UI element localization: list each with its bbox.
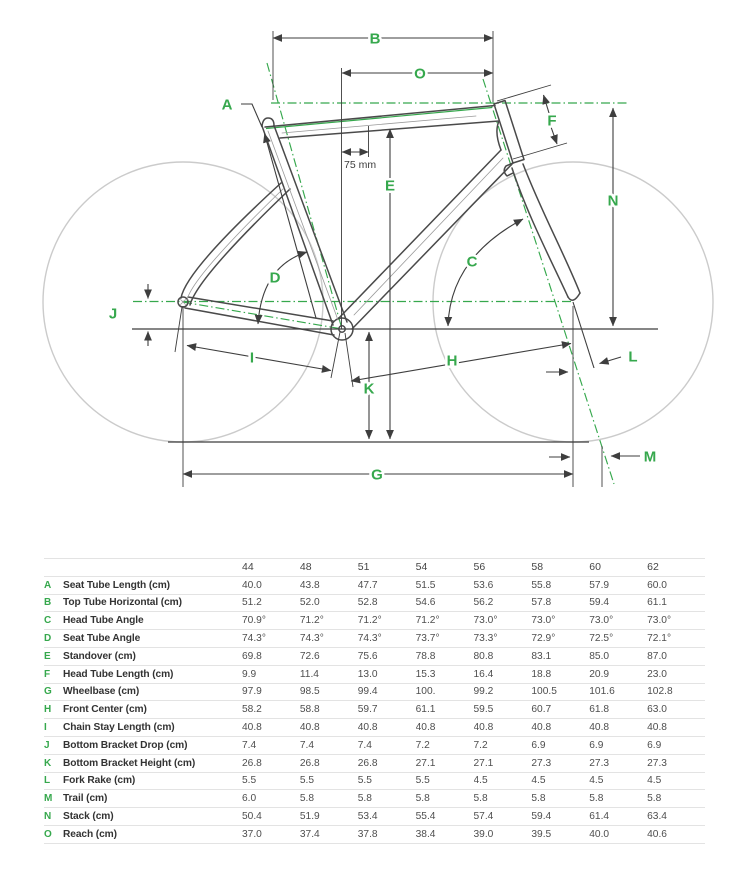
cell-value: 71.2° xyxy=(357,615,382,627)
cell-value: 37.4 xyxy=(299,828,320,840)
row-letter: F xyxy=(44,668,51,680)
cell-value: 99.4 xyxy=(357,686,378,698)
row-label: Seat Tube Angle xyxy=(63,633,141,645)
cell-value: 100.5 xyxy=(531,686,557,698)
cell-value: 71.2° xyxy=(415,615,440,627)
cell-value: 59.5 xyxy=(473,704,494,716)
label-column-header xyxy=(63,559,242,577)
seat-tube-right xyxy=(274,126,347,323)
dimension-labels xyxy=(109,31,656,484)
row-label: Reach (cm) xyxy=(63,828,117,840)
cell-value: 55.4 xyxy=(415,811,436,823)
cell-value: 61.1 xyxy=(415,704,436,716)
cell-value: 56.2 xyxy=(473,597,494,609)
cell-value: 73.0° xyxy=(473,615,498,627)
chainstay-axis-line xyxy=(183,302,342,329)
row-label: Standover (cm) xyxy=(63,650,136,662)
cell-value: 40.8 xyxy=(473,722,494,734)
row-label: Seat Tube Length (cm) xyxy=(63,579,170,591)
row-letter: G xyxy=(44,686,52,698)
cell-value: 7.4 xyxy=(357,739,372,751)
cell-value: 38.4 xyxy=(415,828,436,840)
cell-value: 72.9° xyxy=(531,633,556,645)
label-N: N xyxy=(607,192,619,210)
row-letter: I xyxy=(44,722,47,734)
cell-value: 100. xyxy=(415,686,436,698)
row-letter: B xyxy=(44,597,52,609)
cell-value: 26.8 xyxy=(357,757,378,769)
cell-value: 5.8 xyxy=(647,793,662,805)
fork-rake-line xyxy=(573,302,594,368)
table-row xyxy=(44,612,705,630)
table-row xyxy=(44,701,705,719)
cell-value: 37.8 xyxy=(357,828,378,840)
cell-value: 69.8 xyxy=(242,650,262,662)
cell-value: 70.9° xyxy=(242,615,266,627)
cell-value: 101.6 xyxy=(589,686,615,698)
seatstay-outer xyxy=(181,183,281,298)
letter-column-header xyxy=(44,559,63,577)
size-column-header: 48 xyxy=(299,561,312,574)
cell-value: 26.8 xyxy=(242,757,262,769)
dim-F-upper-arrow xyxy=(544,95,550,113)
label-O: O xyxy=(414,65,426,83)
cell-value: 73.7° xyxy=(415,633,440,645)
row-label: Trail (cm) xyxy=(63,793,108,805)
label-D: D xyxy=(269,269,281,287)
row-letter: J xyxy=(44,739,50,751)
cell-value: 61.1 xyxy=(647,597,667,609)
cell-value: 6.0 xyxy=(242,793,257,805)
dim-F-lower-arrow xyxy=(551,127,557,144)
cell-value: 5.8 xyxy=(357,793,372,805)
row-label: Chain Stay Length (cm) xyxy=(63,722,175,734)
cell-value: 27.3 xyxy=(531,757,552,769)
cell-value: 59.7 xyxy=(357,704,378,716)
cell-value: 40.8 xyxy=(357,722,378,734)
label-I: I xyxy=(249,349,255,367)
cell-value: 4.5 xyxy=(473,775,488,787)
cell-value: 40.6 xyxy=(647,828,667,840)
reference-lines xyxy=(132,302,658,442)
cell-value: 52.0 xyxy=(299,597,320,609)
cell-value: 75.6 xyxy=(357,650,378,662)
cell-value: 72.6 xyxy=(299,650,320,662)
cell-value: 73.0° xyxy=(647,615,672,627)
table-row xyxy=(44,647,705,665)
cell-value: 61.4 xyxy=(589,811,610,823)
dim-A-line xyxy=(265,134,317,319)
row-label: Top Tube Horizontal (cm) xyxy=(63,597,182,609)
cell-value: 72.5° xyxy=(589,633,614,645)
table-row xyxy=(44,790,705,808)
row-letter: E xyxy=(44,650,51,662)
size-column-header: 62 xyxy=(647,561,659,574)
cell-value: 27.3 xyxy=(647,757,667,769)
size-column-header: 58 xyxy=(531,561,544,574)
dim-C-arc xyxy=(448,219,523,326)
seat-tube-cap xyxy=(262,118,274,126)
table-row xyxy=(44,736,705,754)
cell-value: 26.8 xyxy=(299,757,320,769)
row-letter: C xyxy=(44,615,52,627)
cell-value: 5.8 xyxy=(299,793,315,805)
cell-value: 6.9 xyxy=(647,739,662,751)
cell-value: 6.9 xyxy=(589,739,604,751)
label-B: B xyxy=(369,30,381,48)
seat-tube-detail xyxy=(268,131,338,320)
row-letter: A xyxy=(44,579,52,591)
cell-value: 40.8 xyxy=(415,722,436,734)
size-column-header: 54 xyxy=(415,561,428,574)
cell-value: 47.7 xyxy=(357,579,378,591)
cell-value: 40.8 xyxy=(242,722,262,734)
cell-value: 58.2 xyxy=(242,704,262,716)
cell-value: 59.4 xyxy=(531,811,552,823)
cell-value: 74.3° xyxy=(357,633,382,645)
label-M: M xyxy=(643,448,657,466)
label-C: C xyxy=(466,253,478,271)
cell-value: 59.4 xyxy=(589,597,610,609)
cell-value: 4.5 xyxy=(531,775,546,787)
table-row xyxy=(44,754,705,772)
label-E: E xyxy=(384,177,396,195)
seatstay-inner xyxy=(190,189,290,305)
cell-value: 7.4 xyxy=(299,739,315,751)
row-letter: N xyxy=(44,811,52,823)
cell-value: 40.8 xyxy=(531,722,552,734)
cell-value: 98.5 xyxy=(299,686,320,698)
cell-value: 13.0 xyxy=(357,668,378,680)
cell-value: 5.5 xyxy=(357,775,372,787)
label-L: L xyxy=(628,348,638,366)
row-label: Fork Rake (cm) xyxy=(63,775,136,787)
table-row xyxy=(44,825,705,843)
dim-A-leader xyxy=(241,104,262,127)
cell-value: 5.8 xyxy=(415,793,430,805)
label-J: J xyxy=(108,305,118,323)
cell-value: 74.3° xyxy=(299,633,324,645)
cell-value: 50.4 xyxy=(242,811,262,823)
cell-value: 27.1 xyxy=(415,757,436,769)
cell-value: 52.8 xyxy=(357,597,378,609)
dim-I xyxy=(187,346,331,371)
label-G: G xyxy=(371,466,383,484)
row-letter: H xyxy=(44,704,52,716)
cell-value: 9.9 xyxy=(242,668,257,680)
cell-value: 55.8 xyxy=(531,579,552,591)
cell-value: 73.0° xyxy=(589,615,614,627)
table-row xyxy=(44,594,705,612)
geometry-table-section xyxy=(44,558,705,844)
dim-H xyxy=(351,344,571,382)
down-tube-detail xyxy=(354,158,503,315)
row-letter: D xyxy=(44,633,52,645)
cell-value: 39.0 xyxy=(473,828,494,840)
effective-toptube-line xyxy=(266,108,492,129)
cell-value: 73.3° xyxy=(473,633,498,645)
fork-tip xyxy=(568,293,580,300)
table-row xyxy=(44,808,705,826)
cell-value: 51.2 xyxy=(242,597,262,609)
cell-value: 73.0° xyxy=(531,615,556,627)
cell-value: 7.4 xyxy=(242,739,257,751)
table-row xyxy=(44,772,705,790)
cell-value: 53.4 xyxy=(357,811,378,823)
label-K: K xyxy=(363,380,375,398)
cell-value: 58.8 xyxy=(299,704,320,716)
cell-value: 27.3 xyxy=(589,757,610,769)
cell-value: 72.1° xyxy=(647,633,672,645)
cell-value: 40.0 xyxy=(242,579,262,591)
cell-value: 97.9 xyxy=(242,686,262,698)
size-column-header: 56 xyxy=(473,561,486,574)
cell-value: 57.8 xyxy=(531,597,552,609)
row-label: Head Tube Angle xyxy=(63,615,144,627)
cell-value: 63.4 xyxy=(647,811,667,823)
row-label: Bottom Bracket Height (cm) xyxy=(63,757,196,769)
table-row xyxy=(44,630,705,648)
cell-value: 37.0 xyxy=(242,828,262,840)
cell-value: 63.0 xyxy=(647,704,667,716)
cell-value: 6.9 xyxy=(531,739,546,751)
cell-value: 15.3 xyxy=(415,668,436,680)
cell-value: 40.8 xyxy=(647,722,667,734)
cell-value: 43.8 xyxy=(299,579,320,591)
row-label: Front Center (cm) xyxy=(63,704,147,716)
cell-value: 5.5 xyxy=(242,775,257,787)
cell-value: 20.9 xyxy=(589,668,610,680)
cell-value: 83.1 xyxy=(531,650,552,662)
row-label: Wheelbase (cm) xyxy=(63,686,140,698)
cell-value: 7.2 xyxy=(415,739,430,751)
table-row xyxy=(44,683,705,701)
cell-value: 40.0 xyxy=(589,828,610,840)
cell-value: 51.9 xyxy=(299,811,320,823)
cell-value: 40.8 xyxy=(589,722,610,734)
label-F: F xyxy=(547,112,557,130)
size-column-header: 44 xyxy=(242,561,254,574)
label-H: H xyxy=(446,352,458,370)
cell-value: 57.9 xyxy=(589,579,610,591)
cell-value: 39.5 xyxy=(531,828,552,840)
cell-value: 5.5 xyxy=(415,775,430,787)
geometry-table xyxy=(44,558,705,844)
cell-value: 60.7 xyxy=(531,704,552,716)
cell-value: 53.6 xyxy=(473,579,494,591)
table-row xyxy=(44,719,705,737)
cell-value: 102.8 xyxy=(647,686,673,698)
row-letter: L xyxy=(44,775,51,787)
row-letter: K xyxy=(44,757,52,769)
size-header-row xyxy=(44,559,705,577)
cell-value: 60.0 xyxy=(647,579,667,591)
cell-value: 23.0 xyxy=(647,668,667,680)
size-column-header: 60 xyxy=(589,561,601,574)
cell-value: 4.5 xyxy=(589,775,604,787)
cell-value: 5.8 xyxy=(589,793,604,805)
cell-value: 40.8 xyxy=(299,722,320,734)
row-letter: O xyxy=(44,828,52,840)
cell-value: 78.8 xyxy=(415,650,436,662)
cell-value: 27.1 xyxy=(473,757,494,769)
row-label: Head Tube Length (cm) xyxy=(63,668,174,680)
cell-value: 85.0 xyxy=(589,650,610,662)
cell-value: 5.8 xyxy=(531,793,546,805)
seat-tube-left xyxy=(262,126,333,325)
dim-L-leader xyxy=(600,357,622,364)
cell-value: 54.6 xyxy=(415,597,436,609)
cell-value: 7.2 xyxy=(473,739,488,751)
row-label: Bottom Bracket Drop (cm) xyxy=(63,739,188,751)
table-row xyxy=(44,576,705,594)
cell-value: 5.5 xyxy=(299,775,315,787)
label-A: A xyxy=(221,96,233,114)
fork-left xyxy=(512,168,568,297)
cell-value: 61.8 xyxy=(589,704,610,716)
cell-value: 16.4 xyxy=(473,668,494,680)
cell-value: 99.2 xyxy=(473,686,494,698)
cell-value: 74.3° xyxy=(242,633,266,645)
cell-value: 87.0 xyxy=(647,650,667,662)
cell-value: 80.8 xyxy=(473,650,494,662)
cell-value: 57.4 xyxy=(473,811,494,823)
cell-value: 4.5 xyxy=(647,775,662,787)
cell-value: 5.8 xyxy=(473,793,488,805)
size-column-header: 51 xyxy=(357,561,370,574)
cell-value: 18.8 xyxy=(531,668,552,680)
down-tube-upper xyxy=(338,150,501,319)
cell-value: 11.4 xyxy=(299,668,319,680)
cell-value: 51.5 xyxy=(415,579,436,591)
cell-value: 71.2° xyxy=(299,615,324,627)
extension-lines xyxy=(175,31,602,487)
row-label: Stack (cm) xyxy=(63,811,114,823)
table-row xyxy=(44,665,705,683)
row-letter: M xyxy=(44,793,53,805)
label-75mm: 75 mm xyxy=(344,159,377,171)
